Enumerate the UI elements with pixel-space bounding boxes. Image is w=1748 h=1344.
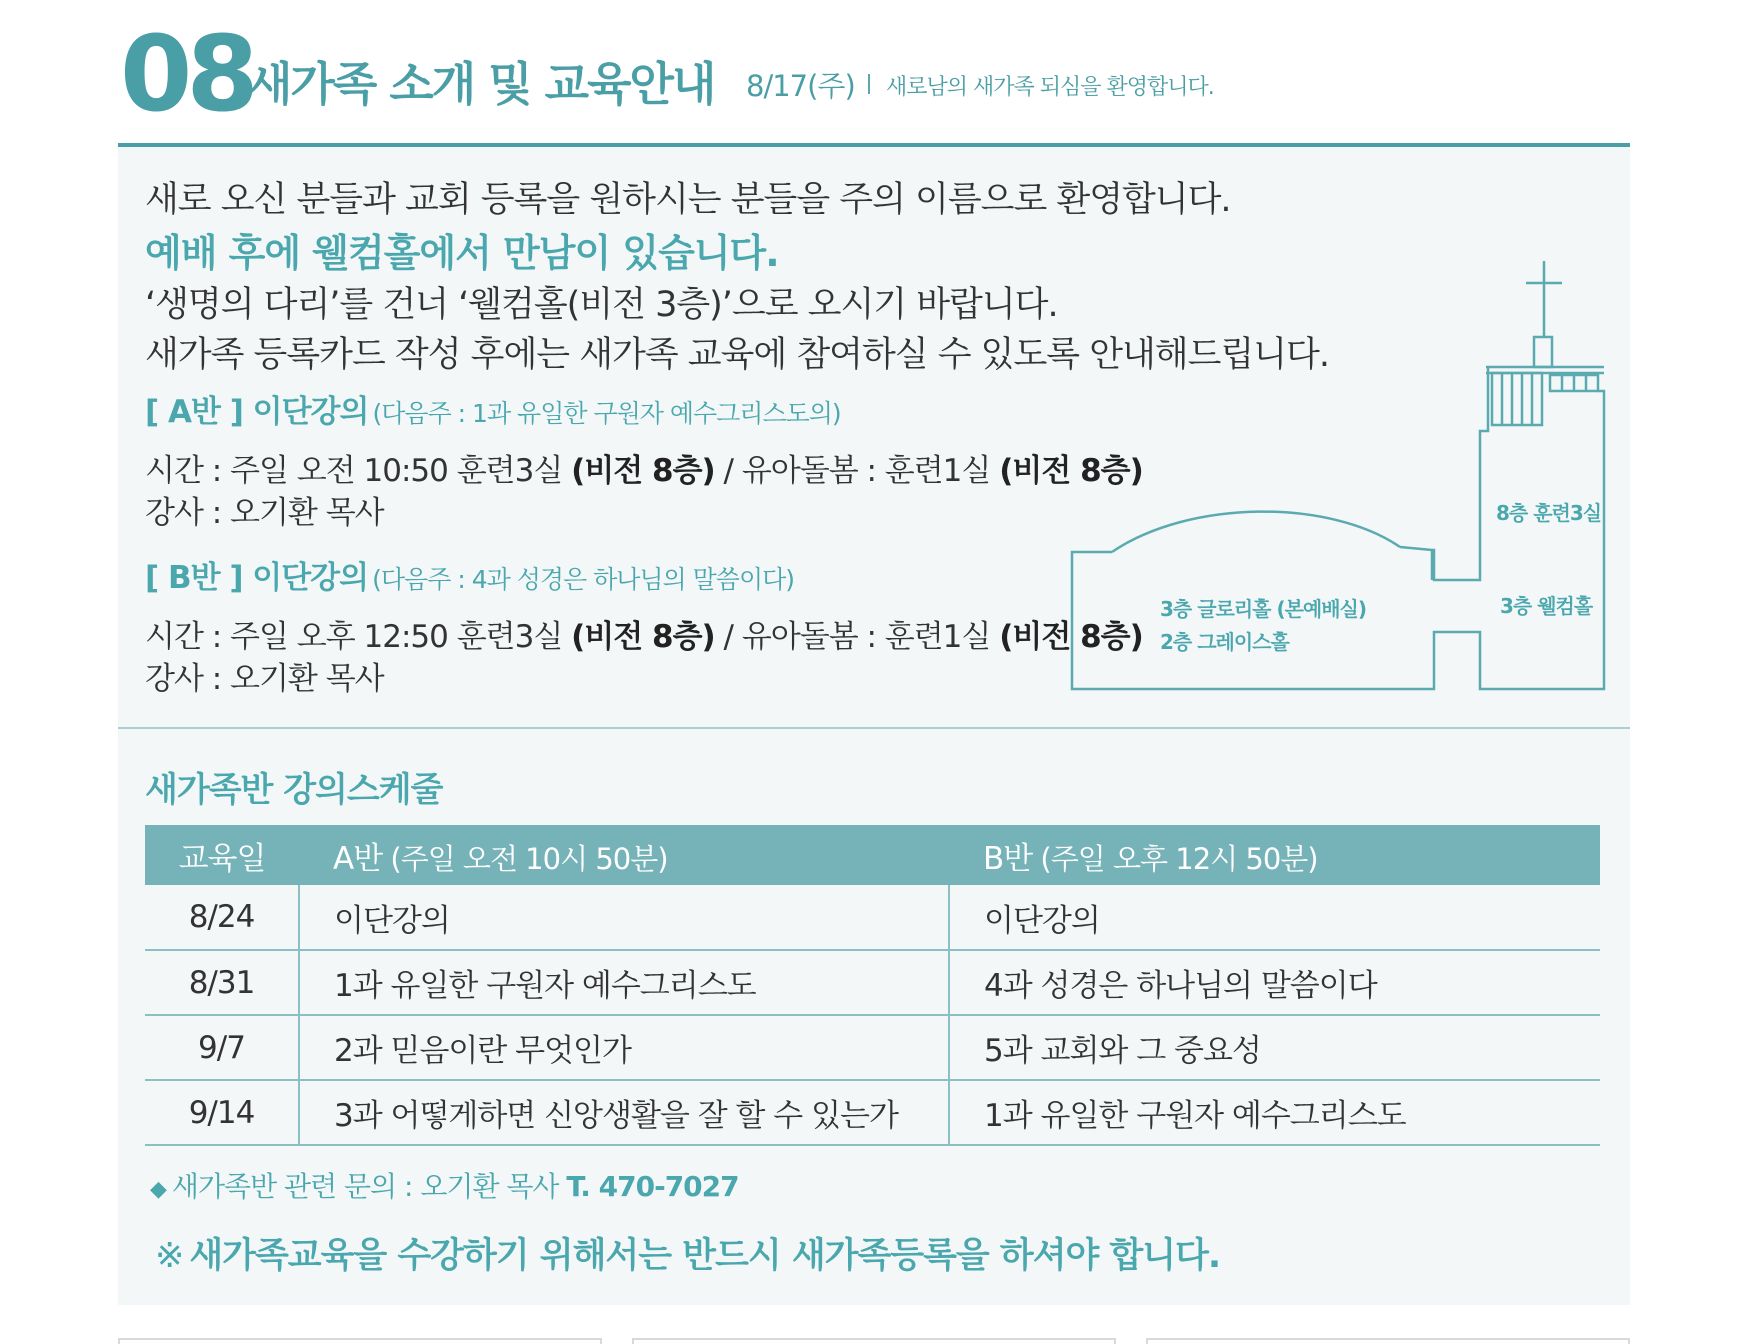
class-a-childcare: / 유아돌봄 : 훈련1실 [714, 453, 1000, 489]
row-class-a: 3과 어떻게하면 신앙생활을 잘 할 수 있는가 [299, 1080, 949, 1145]
church-building-illustration [1070, 255, 1615, 700]
table-row [145, 950, 1600, 1015]
welcome-text: 새로남의 새가족 되심을 환영합니다. [886, 75, 1214, 100]
class-b-childcare-room: (비전 8층) [999, 619, 1143, 655]
class-a-heading [145, 386, 841, 431]
header-date: 교육일 [145, 825, 299, 885]
row-class-b: 1과 유일한 구원자 예수그리스도 [949, 1080, 1600, 1145]
notice-text: 새가족교육을 수강하기 위해서는 반드시 새가족등록을 하셔야 합니다. [189, 1236, 1221, 1276]
intro-line-4: 새가족 등록카드 작성 후에는 새가족 교육에 참여하실 수 있도록 안내해드립니다. [145, 335, 1329, 375]
header-class-a [299, 825, 949, 885]
panel-divider [118, 727, 1630, 729]
row-class-b: 5과 교회와 그 중요성 [949, 1015, 1600, 1080]
reference-mark-icon: ※ [155, 1236, 184, 1276]
next-section-box-2 [632, 1338, 1116, 1344]
class-b-childcare: / 유아돌봄 : 훈련1실 [714, 619, 1000, 655]
class-a-room: (비전 8층) [571, 453, 715, 489]
label-floor8: 8층 훈련3실 [1496, 501, 1602, 525]
class-b-time-text: 시간 : 주일 오후 12:50 훈련3실 [145, 619, 572, 655]
class-b-room: (비전 8층) [571, 619, 715, 655]
label-glory-hall: 3층 글로리홀 (본예배실) [1160, 597, 1367, 621]
table-row [145, 1015, 1600, 1080]
row-class-a: 이단강의 [299, 885, 949, 950]
row-class-b: 4과 성경은 하나님의 말씀이다 [949, 950, 1600, 1015]
section-header [120, 13, 1630, 146]
header-class-b [949, 825, 1600, 885]
label-grace-hall: 2층 그레이스홀 [1160, 630, 1289, 654]
next-section-box-1 [118, 1338, 602, 1344]
class-a-time [145, 445, 1143, 490]
section-date: 8/17(주) [746, 69, 855, 103]
table-row [145, 1080, 1600, 1145]
contact-phone: T. 470-7027 [566, 1170, 739, 1203]
contact-info [150, 1165, 739, 1205]
diamond-bullet-icon: ◆ [150, 1177, 166, 1202]
row-date: 9/7 [145, 1015, 299, 1080]
class-a-time-text: 시간 : 주일 오전 10:50 훈련3실 [145, 453, 572, 489]
row-date: 9/14 [145, 1080, 299, 1145]
header-class-a-label: A반 [333, 840, 383, 877]
class-a-childcare-room: (비전 8층) [999, 453, 1143, 489]
row-class-a: 2과 믿음이란 무엇인가 [299, 1015, 949, 1080]
registration-notice [155, 1228, 1220, 1278]
header-separator [868, 74, 870, 94]
section-title: 새가족 소개 및 교육안내 [248, 57, 715, 111]
row-class-b: 이단강의 [949, 885, 1600, 950]
next-section-box-3 [1146, 1338, 1630, 1344]
section-number: 08 [120, 13, 253, 135]
class-b-teacher: 강사 : 오기환 목사 [145, 661, 384, 697]
schedule-header-row [145, 825, 1600, 885]
class-a-note: (다음주 : 1과 유일한 구원자 예수그리스도의) [372, 399, 841, 428]
header-class-a-time: (주일 오전 10시 50분) [382, 841, 668, 876]
class-b-heading [145, 552, 794, 597]
class-b-name: [ B반 ] 이단강의 [145, 560, 369, 596]
row-date: 8/31 [145, 950, 299, 1015]
class-b-note: (다음주 : 4과 성경은 하나님의 말씀이다) [372, 565, 794, 594]
label-floor3-welcome: 3층 웰컴홀 [1500, 594, 1593, 618]
intro-highlight: 예배 후에 웰컴홀에서 만남이 있습니다. [145, 231, 779, 275]
class-a-teacher: 강사 : 오기환 목사 [145, 495, 384, 531]
schedule-title: 새가족반 강의스케줄 [145, 770, 443, 810]
intro-line-1: 새로 오신 분들과 교회 등록을 원하시는 분들을 주의 이름으로 환영합니다. [145, 180, 1231, 220]
contact-text: 새가족반 관련 문의 : 오기환 목사 [171, 1170, 567, 1203]
class-a-name: [ A반 ] 이단강의 [145, 394, 369, 430]
class-b-time [145, 611, 1143, 656]
row-class-a: 1과 유일한 구원자 예수그리스도 [299, 950, 949, 1015]
row-date: 8/24 [145, 885, 299, 950]
header-class-b-time: (주일 오후 12시 50분) [1032, 841, 1318, 876]
header-class-b-label: B반 [983, 840, 1033, 877]
table-row [145, 885, 1600, 950]
schedule-table [145, 825, 1600, 1146]
intro-line-3: ‘생명의 다리’를 건너 ‘웰컴홀(비전 3층)’으로 오시기 바랍니다. [145, 285, 1058, 325]
